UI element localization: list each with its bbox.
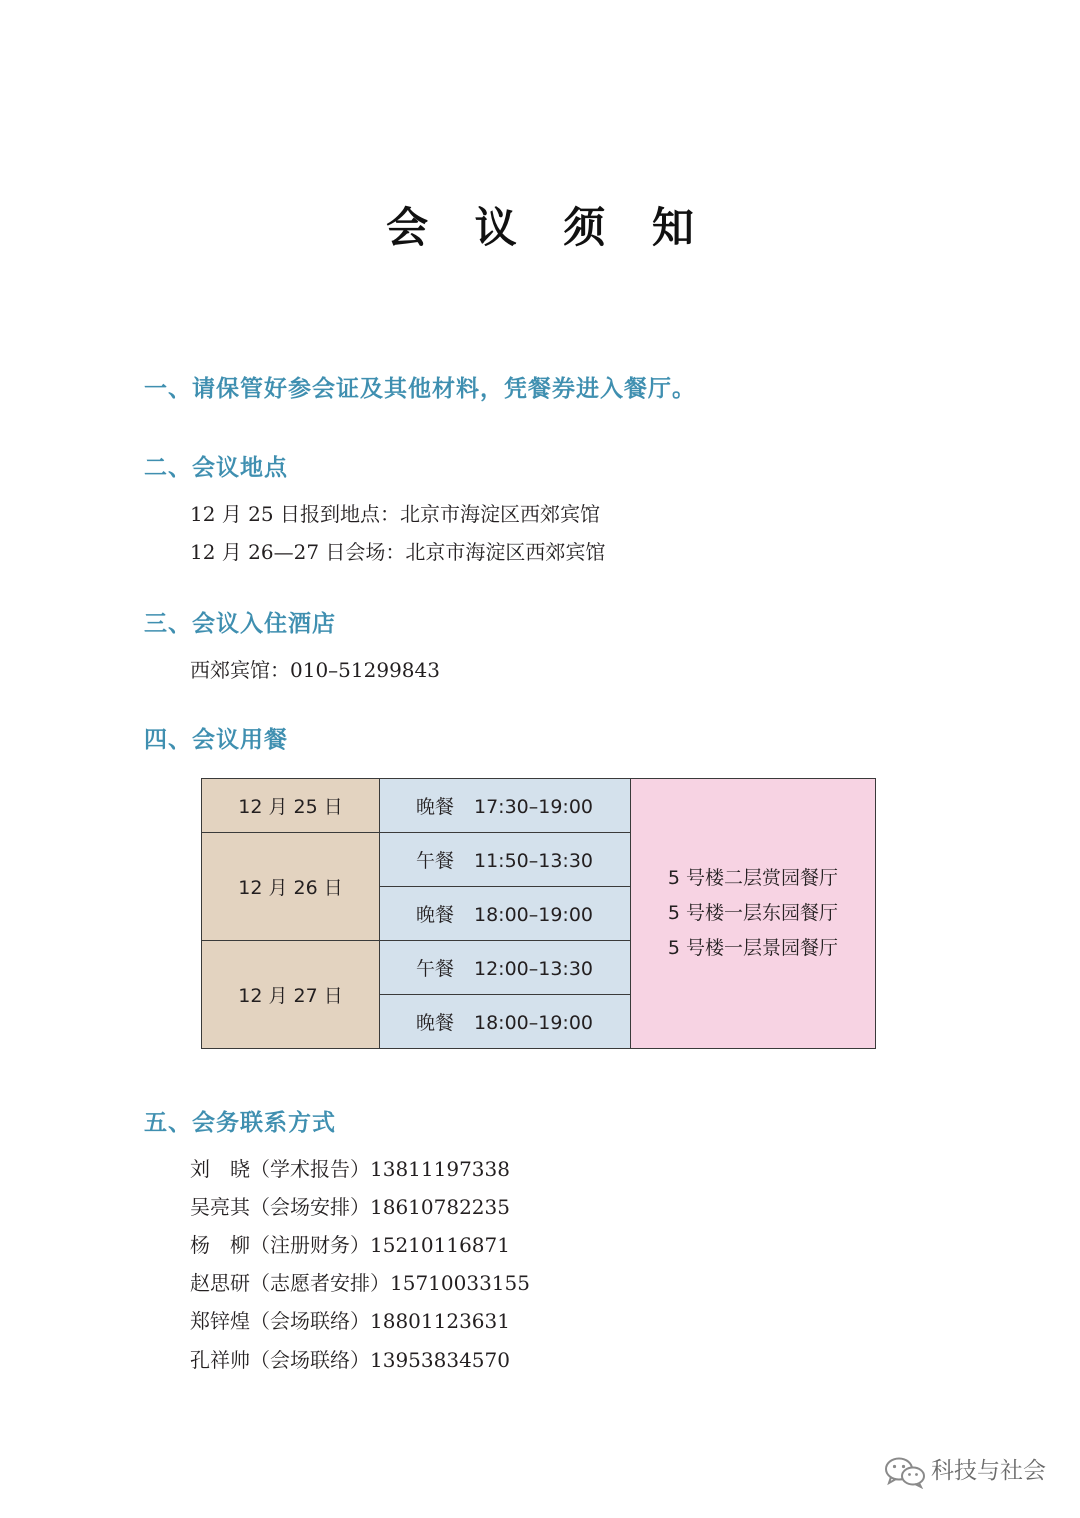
meal-name: 午餐 [416,850,455,872]
venue-line-meeting: 12 月 26—27 日会场：北京市海淀区西郊宾馆 [190,540,606,564]
wechat-icon [883,1455,927,1489]
meal-time: 18:00–19:00 [474,904,594,926]
meal-time: 18:00–19:00 [474,1012,594,1034]
venue-line: 5 号楼二层赏园餐厅 [667,867,839,889]
meal-time: 12:00–13:30 [474,958,594,980]
venue-line: 5 号楼一层东园餐厅 [667,902,839,924]
contact-line: 孔祥帅（会场联络）13953834570 [190,1348,510,1372]
meal-name: 晚餐 [416,1012,455,1034]
section-5-heading: 五、会务联系方式 [144,1110,336,1136]
hotel-line: 西郊宾馆：010–51299843 [190,658,440,682]
meal-cell [380,779,631,833]
contact-line: 吴亮其（会场安排）18610782235 [190,1195,510,1219]
section-1-heading: 一、请保管好参会证及其他材料，凭餐券进入餐厅。 [144,376,696,402]
meal-cell [380,941,631,995]
meal-name: 晚餐 [416,904,455,926]
contact-line: 郑锌煌（会场联络）18801123631 [190,1309,510,1333]
venue-cell [631,779,876,1049]
meal-time: 17:30–19:00 [474,796,594,818]
page-title: 会 议 须 知 [386,203,710,252]
meal-name: 晚餐 [416,796,455,818]
date-cell: 12 月 26 日 [202,833,380,941]
date-cell: 12 月 27 日 [202,941,380,1049]
contact-line: 杨 柳（注册财务）15210116871 [190,1233,510,1257]
meal-cell [380,887,631,941]
date-cell: 12 月 25 日 [202,779,380,833]
watermark [883,1452,1046,1489]
meal-schedule-table [201,778,876,1049]
meal-cell [380,833,631,887]
section-3-heading: 三、会议入住酒店 [144,611,336,637]
venue-line-registration: 12 月 25 日报到地点：北京市海淀区西郊宾馆 [190,502,600,526]
venue-line: 5 号楼一层景园餐厅 [667,937,839,959]
section-2-heading: 二、会议地点 [144,455,288,481]
watermark-text: 科技与社会 [931,1458,1046,1484]
meal-time: 11:50–13:30 [474,850,594,872]
meal-name: 午餐 [416,958,455,980]
section-4-heading: 四、会议用餐 [144,727,288,753]
contact-line: 赵思研（志愿者安排）15710033155 [190,1271,530,1295]
meal-cell [380,995,631,1049]
table-row [202,779,876,833]
contact-line: 刘 晓（学术报告）13811197338 [190,1157,510,1181]
